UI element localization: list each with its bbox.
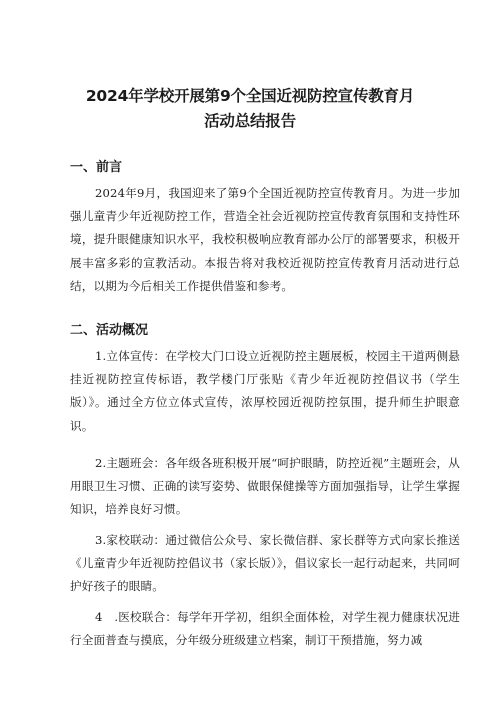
- title-line-1: 2024年学校开展第9个全国近视防控宣传教育月: [85, 87, 415, 105]
- document-title: [40, 84, 460, 134]
- paragraph-preface: 2024年9月，我国迎来了第9个全国近视防控宣传教育月。为进一步加强儿童青少年近视防控工作，营造全社会近视防控宣传教育氛围和支持性环境，提升眼健康知识水平，我校积极响应教育部办公厅的部署要求，积极开展丰富多彩的宣教活动。本报告将对我校近视防控宣传教育月活动进行总结，以期为今后相关工作提供借鉴和参考。: [70, 186, 460, 293]
- paragraph-item-3: 3.家校联动：通过微信公众号、家长微信群、家长群等方式向家长推送《儿童青少年近视防控倡议书（家长版）》，倡议家长一起行动起来，共同呵护好孩子的眼睛。: [70, 533, 460, 594]
- section-heading-overview: 二、活动概况: [70, 323, 149, 338]
- paragraph-item-4: 4 .医校联合：每学年开学初，组织全面体检，对学生视力健康状况进行全面普查与摸底，分年级分班级建立档案，制订干预措施，努力减: [70, 610, 460, 648]
- title-line-2: 活动总结报告: [204, 112, 296, 130]
- paragraph-item-1: 1.立体宣传：在学校大门口设立近视防控主题展板，校园主干道两侧悬挂近视防控宣传标语，教学楼门厅张贴《青少年近视防控倡议书（学生版）》。通过全方位立体式宣传，浓厚校园近视防控氛围，提升师生护眼意识。: [70, 349, 460, 433]
- paragraph-item-2: 2.主题班会：各年级各班积极开展“呵护眼睛，防控近视”主题班会，从用眼卫生习惯、正确的读写姿势、做眼保健操等方面加强指导，让学生掌握知识，培养良好习惯。: [70, 456, 460, 517]
- section-heading-preface: 一、前言: [70, 160, 123, 175]
